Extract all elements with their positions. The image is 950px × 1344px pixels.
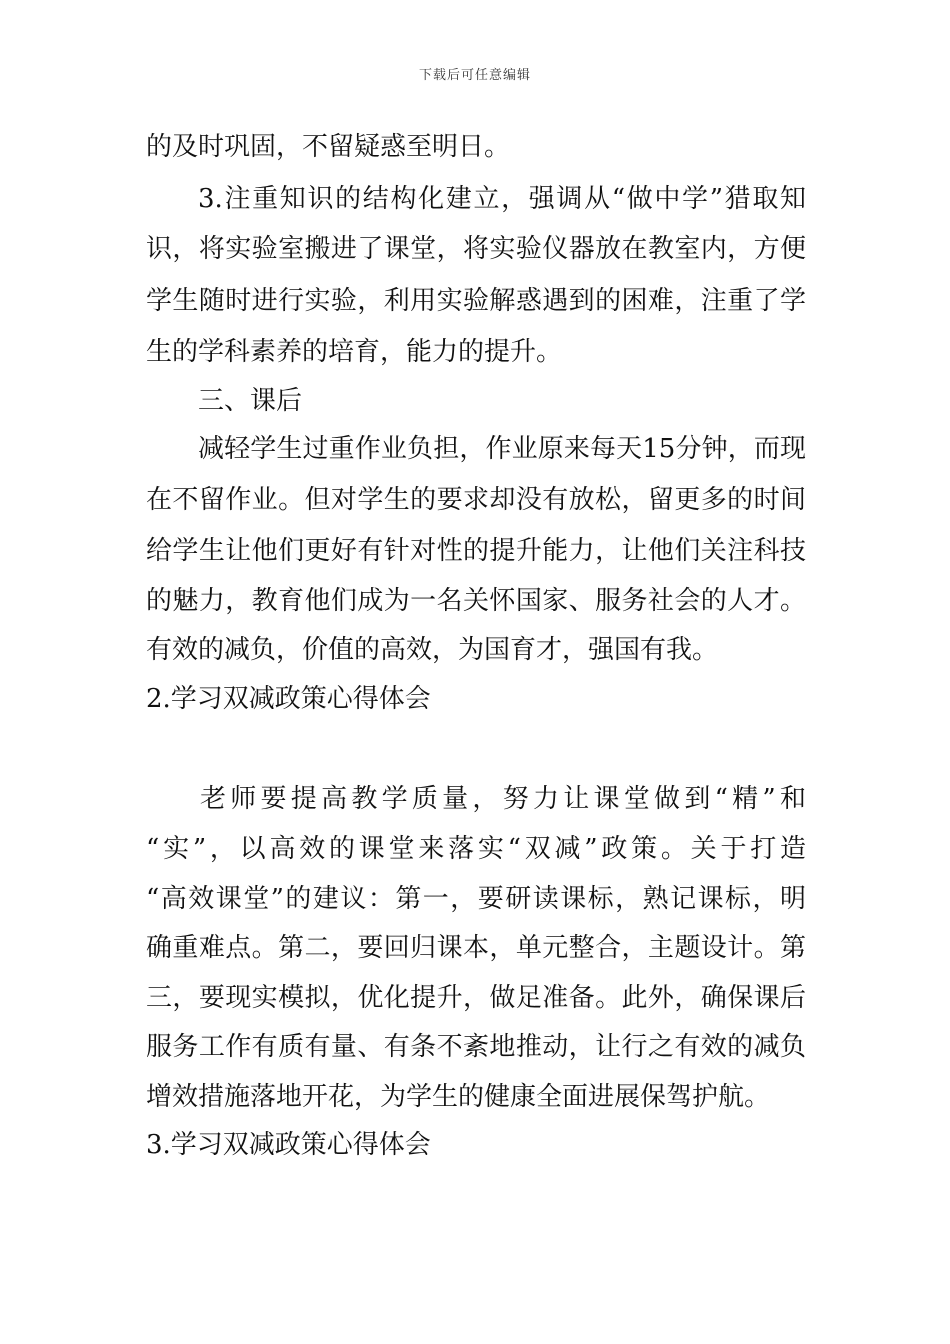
text-line: 学生随时进行实验，利用实验解惑遇到的困难，注重了学 [146, 286, 806, 316]
page-header-note: 下载后可任意编辑 [418, 68, 531, 83]
text-line: 增效措施落地开花，为学生的健康全面进展保驾护航。 [146, 1082, 771, 1112]
text-line: 识，将实验室搬进了课堂，将实验仪器放在教室内，方便 [146, 234, 806, 264]
text-line: 确重难点。第二，要回归课本，单元整合，主题设计。第 [146, 933, 806, 963]
text-line: 在不留作业。但对学生的要求却没有放松，留更多的时间 [146, 485, 806, 515]
article-heading: 2.学习双减政策心得体会 [146, 684, 431, 714]
text-line: 的魅力，教育他们成为一名关怀国家、服务社会的人才。 [146, 586, 806, 616]
text-line: 减轻学生过重作业负担，作业原来每天15分钟，而现 [198, 434, 806, 464]
text-line: 服务工作有质有量、有条不紊地推动，让行之有效的减负 [146, 1032, 806, 1062]
text-line: 生的学科素养的培育，能力的提升。 [146, 337, 563, 367]
text-line: 三，要现实模拟，优化提升，做足准备。此外，确保课后 [146, 983, 806, 1013]
text-line: 的及时巩固，不留疑惑至明日。 [146, 132, 511, 162]
article-heading: 3.学习双减政策心得体会 [146, 1130, 431, 1160]
text-line: 有效的减负，价值的高效，为国育才，强国有我。 [146, 635, 719, 665]
text-line: “高效课堂”的建议：第一，要研读课标，熟记课标，明 [146, 884, 806, 914]
text-line: 3.注重知识的结构化建立，强调从“做中学”猎取知 [198, 184, 806, 214]
text-line: “实”，以高效的课堂来落实“双减”政策。关于打造 [146, 834, 806, 864]
text-line: 老师要提高教学质量，努力让课堂做到“精”和 [200, 784, 806, 814]
text-line: 给学生让他们更好有针对性的提升能力，让他们关注科技 [146, 536, 806, 566]
section-heading: 三、课后 [198, 386, 303, 416]
